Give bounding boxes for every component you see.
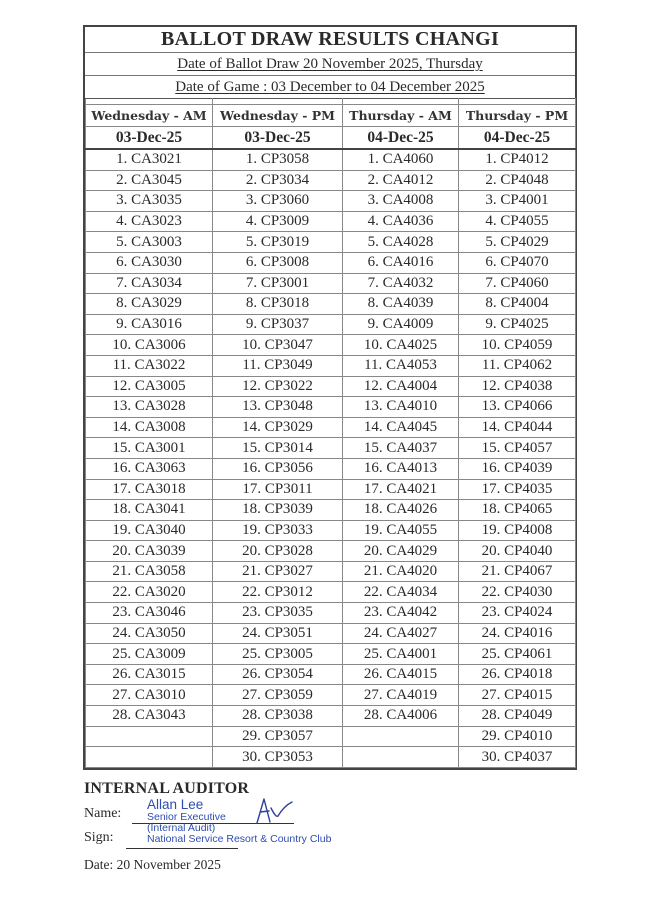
table-row <box>86 458 576 479</box>
column-header-thu-am: Thursday - AM <box>343 105 459 127</box>
date-header-row <box>86 127 576 150</box>
result-cell: 16. CA4013 <box>343 458 459 479</box>
table-row <box>86 747 576 768</box>
result-cell: 23. CA3046 <box>86 603 213 624</box>
result-cell: 4. CA4036 <box>343 211 459 232</box>
result-cell: 16. CP3056 <box>213 458 343 479</box>
result-cell: 16. CP4039 <box>459 458 576 479</box>
result-cell: 23. CP3035 <box>213 603 343 624</box>
result-cell: 20. CP3028 <box>213 541 343 562</box>
result-cell: 27. CP3059 <box>213 685 343 706</box>
ballot-draw-date: Date of Ballot Draw 20 November 2025, Thursday <box>177 56 483 72</box>
result-cell: 14. CA3008 <box>86 417 213 438</box>
result-cell: 3. CA3035 <box>86 191 213 212</box>
stamp-position: Senior Executive <box>147 811 226 824</box>
table-row <box>86 191 576 212</box>
result-cell: 18. CP4065 <box>459 500 576 521</box>
result-cell: 9. CA4009 <box>343 314 459 335</box>
ballot-draw-date-row <box>85 53 575 76</box>
result-cell: 12. CP4038 <box>459 376 576 397</box>
table-row <box>86 561 576 582</box>
stamp-name: Allan Lee <box>147 797 204 812</box>
result-cell: 13. CA3028 <box>86 397 213 418</box>
result-cell: 2. CP3034 <box>213 170 343 191</box>
result-cell: 2. CA4012 <box>343 170 459 191</box>
result-cell: 17. CP3011 <box>213 479 343 500</box>
table-row <box>86 520 576 541</box>
result-cell: 19. CP4008 <box>459 520 576 541</box>
result-cell: 26. CA4015 <box>343 664 459 685</box>
result-cell: 13. CA4010 <box>343 397 459 418</box>
table-row <box>86 376 576 397</box>
result-cell: 10. CP3047 <box>213 335 343 356</box>
auditor-stamp <box>147 798 331 845</box>
result-cell: 1. CA3021 <box>86 149 213 170</box>
column-header-wed-pm: Wednesday - PM <box>213 105 343 127</box>
result-cell: 8. CA4039 <box>343 294 459 315</box>
game-date-row <box>85 76 575 98</box>
result-cell: 27. CA4019 <box>343 685 459 706</box>
result-cell: 6. CA3030 <box>86 252 213 273</box>
result-cell: 7. CP4060 <box>459 273 576 294</box>
result-cell: 5. CA3003 <box>86 232 213 253</box>
auditor-title: INTERNAL AUDITOR <box>84 780 250 797</box>
table-row <box>86 438 576 459</box>
result-cell: 2. CA3045 <box>86 170 213 191</box>
result-cell: 22. CA3020 <box>86 582 213 603</box>
table-row <box>86 294 576 315</box>
result-cell: 21. CP3027 <box>213 561 343 582</box>
table-row <box>86 726 576 747</box>
result-cell: 21. CA3058 <box>86 561 213 582</box>
result-cell: 14. CP4044 <box>459 417 576 438</box>
result-cell: 5. CP3019 <box>213 232 343 253</box>
table-row <box>86 149 576 170</box>
result-cell: 3. CA4008 <box>343 191 459 212</box>
result-cell: 9. CP4025 <box>459 314 576 335</box>
result-cell: 8. CP3018 <box>213 294 343 315</box>
result-cell: 23. CP4024 <box>459 603 576 624</box>
column-date-thu-pm: 04-Dec-25 <box>459 127 576 150</box>
table-row <box>86 252 576 273</box>
result-cell: 10. CA3006 <box>86 335 213 356</box>
result-cell: 13. CP3048 <box>213 397 343 418</box>
table-row <box>86 623 576 644</box>
result-cell: 29. CP3057 <box>213 726 343 747</box>
result-cell: 9. CA3016 <box>86 314 213 335</box>
result-cell: 17. CA3018 <box>86 479 213 500</box>
sign-label: Sign: <box>84 830 114 845</box>
table-row <box>86 335 576 356</box>
table-row <box>86 170 576 191</box>
result-cell: 20. CP4040 <box>459 541 576 562</box>
ballot-results-sheet <box>83 25 577 770</box>
result-cell: 25. CA3009 <box>86 644 213 665</box>
result-cell: 25. CA4001 <box>343 644 459 665</box>
result-cell <box>86 726 213 747</box>
result-cell: 14. CA4045 <box>343 417 459 438</box>
stamp-organization: National Service Resort & Country Club <box>147 833 332 846</box>
result-cell: 6. CP3008 <box>213 252 343 273</box>
result-cell <box>86 747 213 768</box>
column-date-thu-am: 04-Dec-25 <box>343 127 459 150</box>
result-cell: 27. CP4015 <box>459 685 576 706</box>
result-cell: 6. CP4070 <box>459 252 576 273</box>
column-date-wed-pm: 03-Dec-25 <box>213 127 343 150</box>
result-cell: 25. CP4061 <box>459 644 576 665</box>
result-cell: 13. CP4066 <box>459 397 576 418</box>
result-cell: 3. CP3060 <box>213 191 343 212</box>
result-cell: 21. CA4020 <box>343 561 459 582</box>
results-table <box>85 98 576 768</box>
result-cell: 20. CA4029 <box>343 541 459 562</box>
table-row <box>86 211 576 232</box>
auditor-date: Date: 20 November 2025 <box>84 857 221 872</box>
result-cell: 7. CA3034 <box>86 273 213 294</box>
result-cell: 5. CP4029 <box>459 232 576 253</box>
result-cell: 28. CA4006 <box>343 706 459 727</box>
result-cell: 9. CP3037 <box>213 314 343 335</box>
table-row <box>86 603 576 624</box>
result-cell: 23. CA4042 <box>343 603 459 624</box>
result-cell: 11. CP3049 <box>213 355 343 376</box>
table-row <box>86 541 576 562</box>
result-cell: 1. CA4060 <box>343 149 459 170</box>
result-cell: 27. CA3010 <box>86 685 213 706</box>
result-cell: 28. CP3038 <box>213 706 343 727</box>
result-cell: 26. CP4018 <box>459 664 576 685</box>
table-row <box>86 479 576 500</box>
result-cell: 6. CA4016 <box>343 252 459 273</box>
result-cell: 24. CA3050 <box>86 623 213 644</box>
result-cell: 12. CA3005 <box>86 376 213 397</box>
day-header-row <box>86 105 576 127</box>
table-row <box>86 232 576 253</box>
result-cell: 12. CA4004 <box>343 376 459 397</box>
result-cell: 15. CA3001 <box>86 438 213 459</box>
result-cell: 15. CA4037 <box>343 438 459 459</box>
result-cell: 11. CA4053 <box>343 355 459 376</box>
result-cell: 11. CA3022 <box>86 355 213 376</box>
result-cell: 28. CA3043 <box>86 706 213 727</box>
result-cell: 18. CP3039 <box>213 500 343 521</box>
result-cell: 26. CP3054 <box>213 664 343 685</box>
table-row <box>86 355 576 376</box>
table-row <box>86 582 576 603</box>
result-cell <box>343 726 459 747</box>
result-cell: 18. CA3041 <box>86 500 213 521</box>
result-cell: 22. CP4030 <box>459 582 576 603</box>
sign-line <box>126 848 238 849</box>
table-row <box>86 500 576 521</box>
result-cell: 24. CA4027 <box>343 623 459 644</box>
table-row <box>86 273 576 294</box>
result-cell: 10. CA4025 <box>343 335 459 356</box>
result-cell: 7. CP3001 <box>213 273 343 294</box>
result-cell: 5. CA4028 <box>343 232 459 253</box>
result-cell: 22. CP3012 <box>213 582 343 603</box>
result-cell: 28. CP4049 <box>459 706 576 727</box>
table-row <box>86 397 576 418</box>
stamp-department: (Internal Audit) <box>147 822 216 835</box>
result-cell: 17. CP4035 <box>459 479 576 500</box>
result-cell: 4. CP3009 <box>213 211 343 232</box>
result-cell <box>343 747 459 768</box>
result-cell: 21. CP4067 <box>459 561 576 582</box>
result-cell: 26. CA3015 <box>86 664 213 685</box>
result-cell: 2. CP4048 <box>459 170 576 191</box>
name-label: Name: <box>84 806 122 821</box>
result-cell: 8. CA3029 <box>86 294 213 315</box>
result-cell: 17. CA4021 <box>343 479 459 500</box>
table-row <box>86 685 576 706</box>
result-cell: 30. CP3053 <box>213 747 343 768</box>
result-cell: 15. CP3014 <box>213 438 343 459</box>
table-row <box>86 314 576 335</box>
results-body <box>86 149 576 767</box>
result-cell: 20. CA3039 <box>86 541 213 562</box>
result-cell: 19. CA4055 <box>343 520 459 541</box>
result-cell: 30. CP4037 <box>459 747 576 768</box>
result-cell: 11. CP4062 <box>459 355 576 376</box>
result-cell: 25. CP3005 <box>213 644 343 665</box>
signature-icon <box>254 796 294 826</box>
result-cell: 19. CA3040 <box>86 520 213 541</box>
game-date: Date of Game : 03 December to 04 December 2025 <box>175 79 485 95</box>
result-cell: 12. CP3022 <box>213 376 343 397</box>
result-cell: 3. CP4001 <box>459 191 576 212</box>
result-cell: 18. CA4026 <box>343 500 459 521</box>
table-row <box>86 664 576 685</box>
column-header-thu-pm: Thursday - PM <box>459 105 576 127</box>
result-cell: 19. CP3033 <box>213 520 343 541</box>
table-row <box>86 644 576 665</box>
result-cell: 1. CP3058 <box>213 149 343 170</box>
result-cell: 29. CP4010 <box>459 726 576 747</box>
document-title: BALLOT DRAW RESULTS CHANGI <box>85 27 575 53</box>
result-cell: 22. CA4034 <box>343 582 459 603</box>
table-row <box>86 417 576 438</box>
result-cell: 1. CP4012 <box>459 149 576 170</box>
result-cell: 7. CA4032 <box>343 273 459 294</box>
result-cell: 15. CP4057 <box>459 438 576 459</box>
result-cell: 4. CA3023 <box>86 211 213 232</box>
table-row <box>86 706 576 727</box>
result-cell: 14. CP3029 <box>213 417 343 438</box>
result-cell: 8. CP4004 <box>459 294 576 315</box>
result-cell: 24. CP3051 <box>213 623 343 644</box>
column-header-wed-am: Wednesday - AM <box>86 105 213 127</box>
column-date-wed-am: 03-Dec-25 <box>86 127 213 150</box>
result-cell: 4. CP4055 <box>459 211 576 232</box>
result-cell: 16. CA3063 <box>86 458 213 479</box>
result-cell: 10. CP4059 <box>459 335 576 356</box>
result-cell: 24. CP4016 <box>459 623 576 644</box>
